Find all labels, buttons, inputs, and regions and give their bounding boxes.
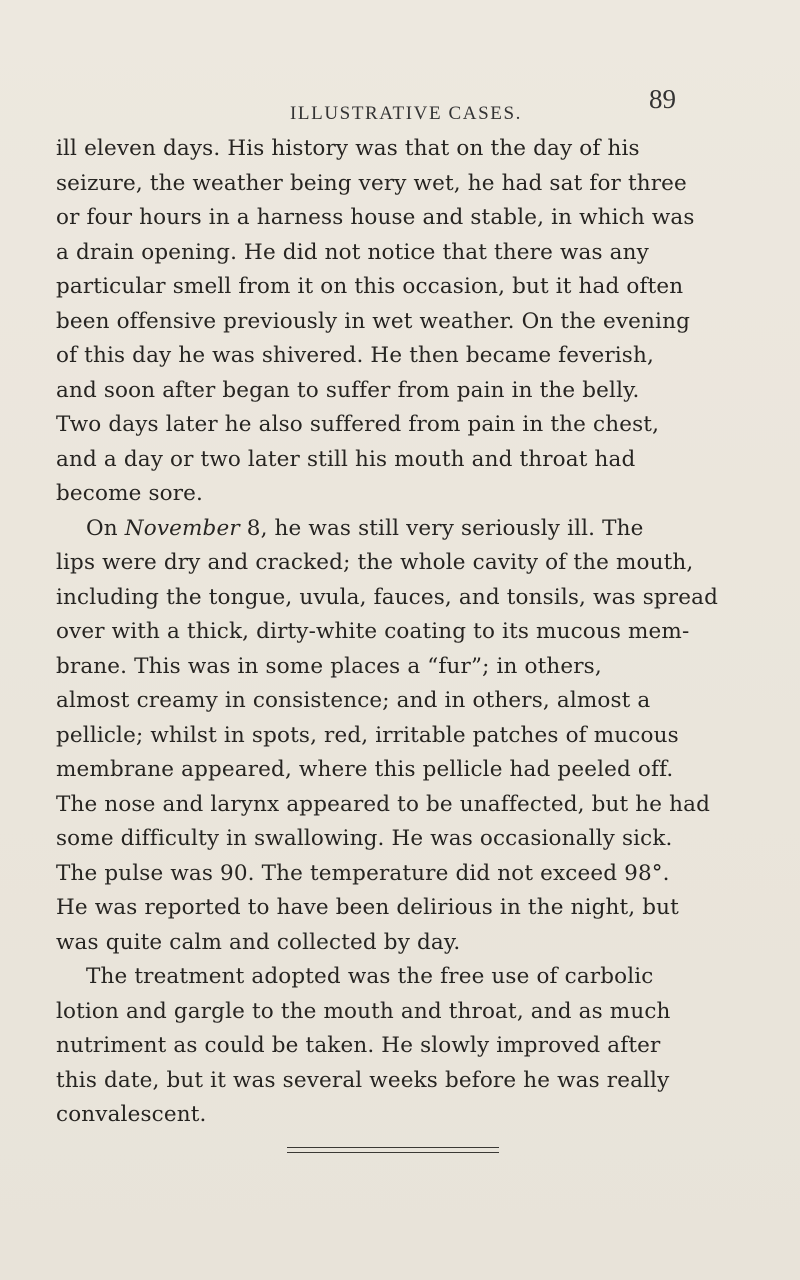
text-line: ill eleven days. His history was that on the day of his: [56, 136, 640, 161]
text-line: He was reported to have been delirious in the night, but: [56, 895, 679, 920]
section-rule-top: [287, 1147, 499, 1148]
text-line: was quite calm and collected by day.: [56, 929, 461, 955]
italic-date: November: [124, 515, 240, 541]
text-line: The treatment adopted was the free use of carbolic: [86, 964, 654, 989]
text-line: become sore.: [56, 481, 204, 506]
text-line: The nose and larynx appeared to be unaffected, but he had: [56, 791, 710, 817]
text-line: pellicle; whilst in spots, red, irritable patches of mucous: [56, 722, 679, 748]
text-line: or four hours in a harness house and stable, in which was: [56, 205, 695, 230]
text-line: membrane appeared, where this pellicle had peeled off.: [56, 757, 674, 782]
text-line: a drain opening. He did not notice that there was any: [56, 239, 649, 265]
text-line: including the tongue, uvula, fauces, and tonsils, was spread: [56, 584, 718, 610]
text-line: over with a thick, dirty-white coating to its mucous mem-: [56, 619, 690, 644]
text-line: almost creamy in consistence; and in others, almost a: [56, 688, 651, 713]
text-line: brane. This was in some places a “fur”; in others,: [56, 653, 602, 679]
text-fragment: On: [86, 515, 118, 541]
page-number: 89: [649, 84, 676, 114]
text-line: some difficulty in swallowing. He was occasionally sick.: [56, 826, 673, 851]
text-line: and soon after began to suffer from pain in the belly.: [56, 377, 640, 403]
text-line: particular smell from it on this occasion, but it had often: [56, 274, 684, 299]
text-line: of this day he was shivered. He then became feverish,: [56, 343, 654, 368]
paragraph-start-line: [56, 512, 796, 547]
text-line: seizure, the weather being very wet, he had sat for three: [56, 170, 687, 196]
text-line: Two days later he also suffered from pain in the chest,: [56, 412, 660, 437]
text-line: lips were dry and cracked; the whole cavity of the mouth,: [56, 550, 694, 575]
text-line: this date, but it was several weeks before he was really: [56, 1067, 670, 1093]
text-line: and a day or two later still his mouth and throat had: [56, 446, 636, 472]
text-line: convalescent.: [56, 1102, 207, 1127]
text-line: The pulse was 90. The temperature did not exceed 98°.: [56, 860, 670, 886]
text-line: lotion and gargle to the mouth and throat, and as much: [56, 998, 671, 1024]
text-fragment: 8, he was still very seriously ill. The: [239, 515, 644, 541]
text-line: nutriment as could be taken. He slowly improved after: [56, 1033, 661, 1058]
body-text: [56, 132, 796, 1133]
running-head: ILLUSTRATIVE CASES.: [290, 103, 523, 124]
text-line: been offensive previously in wet weather. On the evening: [56, 308, 690, 334]
section-rule-bottom: [287, 1152, 499, 1153]
